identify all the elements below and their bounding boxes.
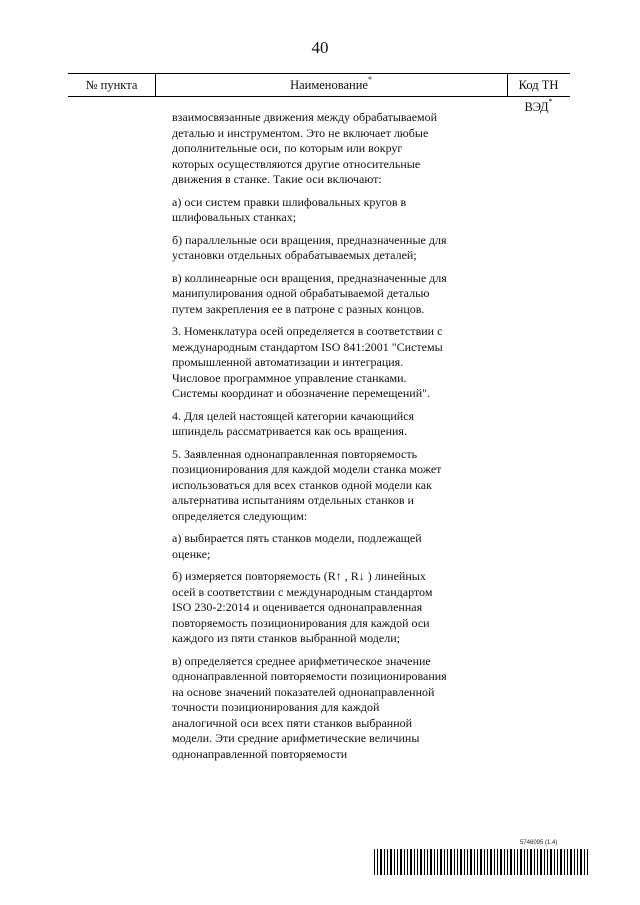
page-number: 40 (311, 38, 329, 57)
paragraph: 4. Для целей настоящей категории качающийся шпиндель рассматривается как ось вращения. (172, 408, 415, 438)
header-code-footnote-mark: * (548, 97, 553, 106)
document-serial: 5746095 (1.4) (520, 840, 558, 846)
paragraph: 3. Номенклатура осей определяется в соответствии с международным стандартом ISO 841:2001 "Системы промышленной автоматизации и интеграция. Числовое программное управление станками. Системы координат и обозначение перемещений". (172, 324, 443, 400)
document-body (172, 110, 447, 769)
paragraph: взаимосвязанные движения между обрабатываемой деталью и инструментом. Это не включает любые дополнительные оси, по которым или вокруг которых осуществляются другие относительные движения в станке. Такие оси включают: (172, 110, 438, 186)
header-item-number (68, 74, 156, 96)
paragraph: б) параллельные оси вращения, предназначенные для установки отдельных обрабатываемых деталей; (172, 232, 447, 262)
paragraph: б) измеряется повторяемость (R↑ , R↓ ) линейных осей в соответствии с международным стандартом ISO 230-2:2014 и оценивается однонаправленная повторяемость позиционирования для каждой оси каждого из пяти станков выбранной модели; (172, 569, 433, 645)
table-header (68, 73, 570, 114)
paragraph: в) определяется среднее арифметическое значение однонаправленной повторяемости позиционирования на основе значений показателей однонаправленной точности позиционирования для каждой аналогичной оси всех пяти станков выбранной модели. Эти средние арифметические величины однонаправленной повторяемости (172, 653, 447, 761)
barcode-icon (374, 849, 592, 875)
paragraph: в) коллинеарные оси вращения, предназначенные для манипулирования одной обрабатываемой деталью путем закрепления ее в патроне с разных концов. (172, 270, 447, 316)
paragraph: 5. Заявленная однонаправленная повторяемость позиционирования для каждой модели станка может использоваться для всех станков одной модели как альтернатива испытаниям отдельных станков и определяется следующим: (172, 446, 442, 523)
header-name (155, 74, 508, 96)
header-name-label: Наименование (290, 78, 368, 92)
header-code (507, 74, 570, 114)
header-code-label: Код ТН ВЭД (518, 78, 559, 114)
header-item-number-label: № пункта (85, 78, 138, 92)
header-name-footnote-mark: * (367, 75, 372, 84)
paragraph: а) выбирается пять станков модели, подлежащей оценке; (172, 531, 422, 561)
paragraph: а) оси систем правки шлифовальных кругов в шлифовальных станках; (172, 194, 407, 224)
